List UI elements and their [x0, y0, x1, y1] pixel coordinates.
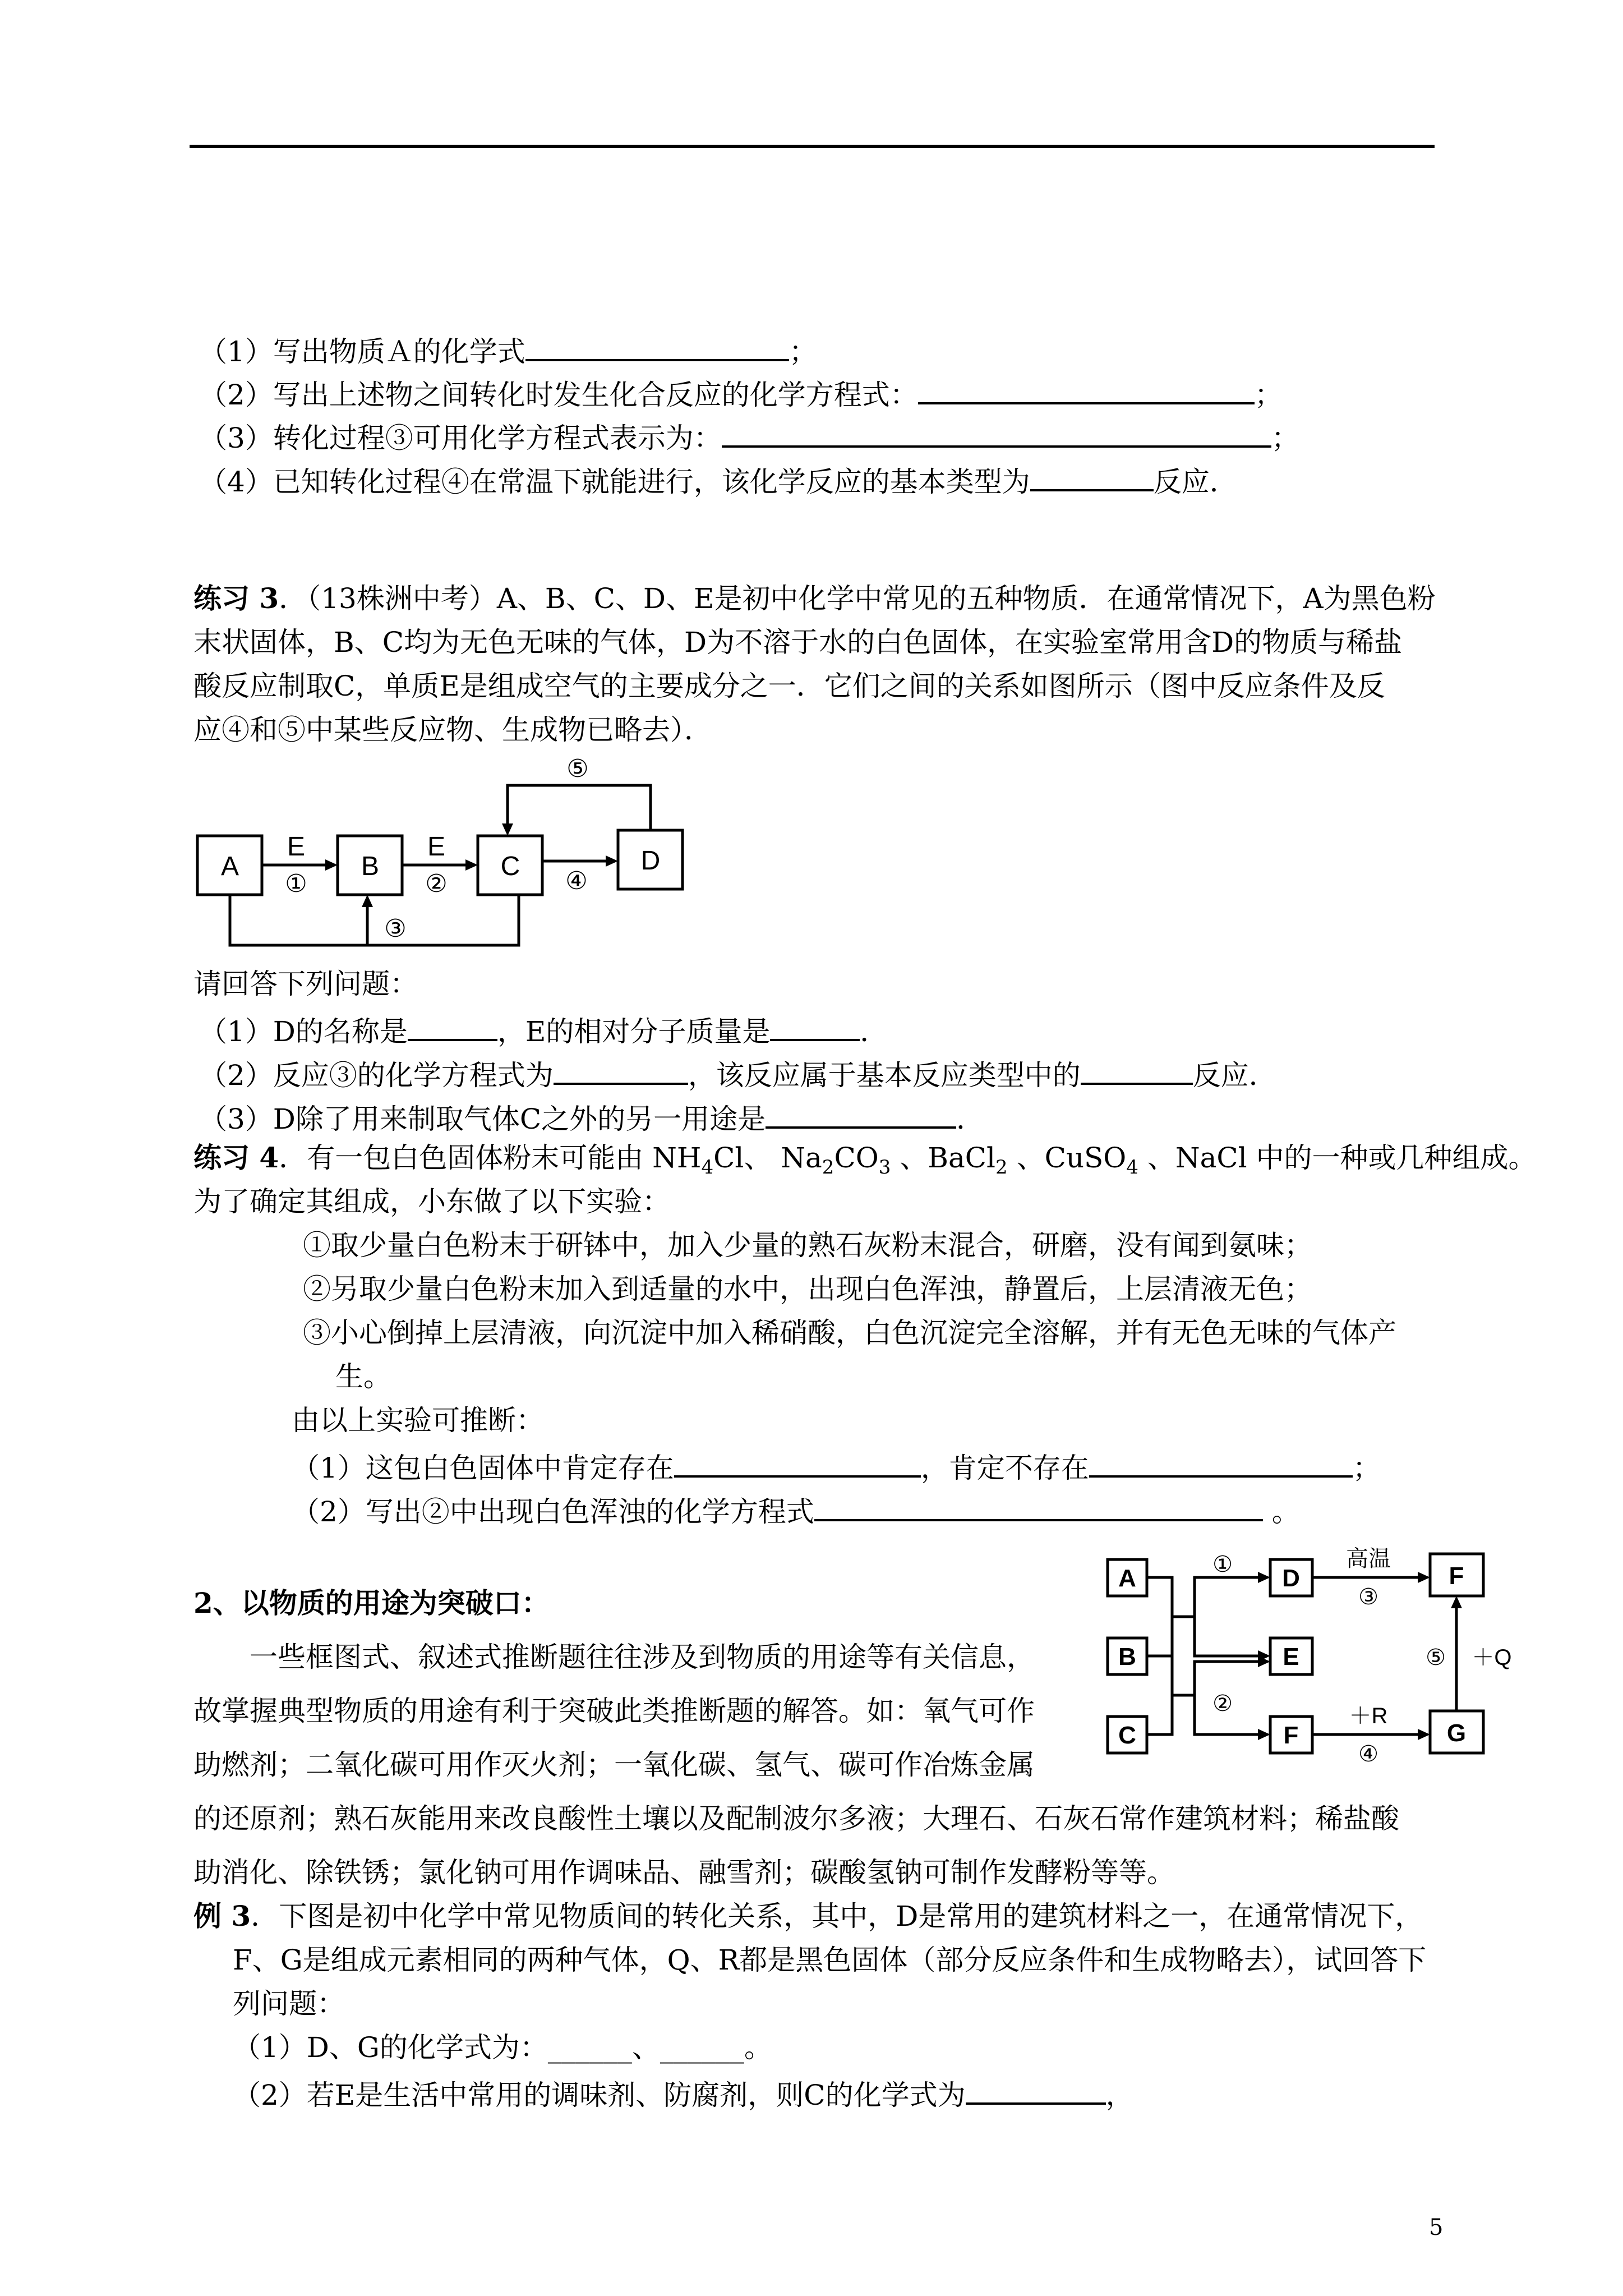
step-5: ⑤	[566, 755, 589, 783]
node-a: A	[220, 852, 239, 881]
ex3b-para-1: 例 3．下图是初中化学中常见物质间的转化关系，其中，D是常用的建筑材料之一，在通常情况下，	[193, 1899, 1423, 1932]
ex4-infer: 由以上实验可推断：	[292, 1404, 544, 1437]
node-a: A	[1118, 1565, 1136, 1592]
step-1: ①	[285, 870, 307, 898]
sec2-para-5: 助消化、除铁锈；氯化钠可用作调味品、融雪剂；碳酸氢钠可制作发酵粉等等。	[193, 1856, 1175, 1889]
node-b: B	[1118, 1643, 1136, 1671]
node-d: D	[640, 846, 661, 876]
node-g: G	[1446, 1719, 1467, 1747]
answer-blank[interactable]	[722, 416, 1271, 448]
page-number: 5	[1429, 2215, 1444, 2240]
step-3: ③	[1358, 1585, 1378, 1609]
answer-blank[interactable]	[525, 330, 789, 361]
answer-blank[interactable]	[408, 1010, 497, 1041]
ex3-para-3: 酸反应制取C，单质E是组成空气的主要成分之一．它们之间的关系如图所示（图中反应条件及反	[193, 670, 1385, 702]
ex3-q2: （2）反应③的化学方程式为 ，该反应属于基本反应类型中的 反应．	[199, 1053, 1277, 1093]
answer-blank[interactable]	[770, 1010, 860, 1041]
ex3b-q1: （1）D、G的化学式为：______、______。	[233, 2031, 772, 2064]
q2-line-1: （1）写出物质Ａ的化学式 ；	[199, 330, 817, 370]
node-f-lower: F	[1283, 1722, 1299, 1749]
ex4-step-3b: 生。	[335, 1360, 391, 1393]
ex3b-para-2: F、G是组成元素相同的两种气体，Q、R都是黑色固体（部分反应条件和生成物略去），试回答下	[233, 1944, 1427, 1976]
label-e1: E	[287, 832, 306, 862]
ex4-q1: （1）这包白色固体中肯定存在 ，肯定不存在 ；	[292, 1446, 1381, 1486]
step-2: ②	[425, 870, 448, 898]
sec2-para-2: 故掌握典型物质的用途有利于突破此类推断题的解答。如：氧气可作	[193, 1695, 1035, 1727]
label-gaowen: 高温	[1346, 1547, 1391, 1571]
ex4-q2: （2）写出②中出现白色浑浊的化学方程式 。	[292, 1490, 1300, 1530]
step-3: ③	[384, 915, 407, 942]
q2-line-2: （2）写出上述物之间转化时发生化合反应的化学方程式： ；	[199, 373, 1283, 413]
ex3-flow-diagram	[191, 752, 712, 954]
ex4-para-2: 为了确定其组成，小东做了以下实验：	[193, 1185, 670, 1218]
node-e: E	[1283, 1643, 1299, 1671]
node-b: B	[361, 852, 380, 881]
step-5: ⑤	[1426, 1645, 1446, 1670]
ex3-q3: （3）D除了用来制取气体C之外的另一用途是 ．	[199, 1097, 984, 1137]
node-d: D	[1282, 1565, 1300, 1592]
node-f-upper: F	[1449, 1562, 1464, 1590]
node-c: C	[500, 852, 520, 881]
ex4-step-2: ②另取少量白色粉末加入到适量的水中，出现白色浑浊，静置后，上层清液无色；	[303, 1273, 1312, 1305]
header-rule	[190, 145, 1435, 148]
ex3-q1: （1）D的名称是 ，E的相对分子质量是 ．	[199, 1010, 888, 1050]
ex4-intro: 练习 4．有一包白色固体粉末可能由 $NH_4Cl$、 $Na_2CO_3$ 、BaCl$_2$ 、CuSO$_4$ 、NaCl 中的一种或几种组成。	[193, 1141, 1537, 1179]
answer-blank[interactable]	[1089, 1446, 1353, 1478]
answer-blank[interactable]	[554, 1053, 688, 1085]
node-c: C	[1118, 1722, 1136, 1749]
sec2-para-4: 的还原剂；熟石灰能用来改良酸性土壤以及配制波尔多液；大理石、石灰石常作建筑材料；稀盐酸	[193, 1802, 1399, 1835]
answer-blank[interactable]	[1030, 460, 1154, 491]
sec2-para-3: 助燃剂；二氧化碳可用作灭火剂；一氧化碳、氢气、碳可作冶炼金属	[193, 1749, 1035, 1781]
step-4: ④	[1358, 1742, 1378, 1766]
step-2: ②	[1212, 1691, 1233, 1716]
ex3-para-1: 练习 3．（13株洲中考）A、B、C、D、E是初中化学中常见的五种物质．在通常情况下，A为黑色粉	[193, 582, 1436, 615]
label-plus-r: ＋R	[1349, 1704, 1388, 1728]
ex4-step-3a: ③小心倒掉上层清液，向沉淀中加入稀硝酸，白色沉淀完全溶解，并有无色无味的气体产	[303, 1317, 1396, 1349]
ex3b-q2: （2）若E是生活中常用的调味剂、防腐剂，则C的化学式为 ，	[233, 2073, 1134, 2113]
answer-blank[interactable]	[814, 1490, 1263, 1521]
q2-line-3: （3）转化过程③可用化学方程式表示为： ；	[199, 416, 1299, 456]
label-e2: E	[427, 832, 446, 862]
answer-blank[interactable]	[966, 2073, 1106, 2105]
ex4-step-1: ①取少量白色粉末于研钵中，加入少量的熟石灰粉末混合，研磨，没有闻到氨味；	[303, 1229, 1312, 1262]
q2-line-4: （4）已知转化过程④在常温下就能进行，该化学反应的基本类型为 反应．	[199, 460, 1238, 500]
ex3-ask: 请回答下列问题：	[193, 968, 418, 1000]
answer-blank[interactable]	[918, 373, 1255, 404]
label-plus-q: ＋Q	[1472, 1645, 1512, 1670]
ex3b-para-3: 列问题：	[233, 1987, 345, 2020]
ex3-para-4: 应④和⑤中某些反应物、生成物已略去）．	[193, 714, 712, 746]
ex3-para-2: 末状固体，B、C均为无色无味的气体，D为不溶于水的白色固体，在实验室常用含D的物质与稀盐	[193, 626, 1403, 659]
section-2-title: 2、以物质的用途为突破口：	[193, 1586, 550, 1619]
step-4: ④	[565, 867, 588, 895]
answer-blank[interactable]	[674, 1446, 921, 1478]
answer-blank[interactable]	[1081, 1053, 1193, 1085]
answer-blank[interactable]	[766, 1097, 956, 1129]
example3-flow-diagram	[1099, 1526, 1525, 1795]
step-1: ①	[1212, 1552, 1233, 1577]
sec2-para-1: 一些框图式、叙述式推断题往往涉及到物质的用途等有关信息，	[250, 1641, 1035, 1673]
